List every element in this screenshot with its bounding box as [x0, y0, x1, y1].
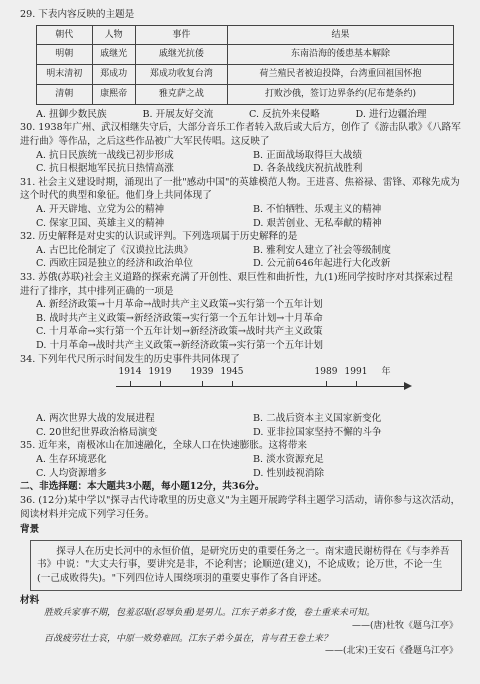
- question-stem: 29. 下表内容反映的主题是: [20, 9, 135, 20]
- table-cell: 郑成功收复台湾: [135, 65, 227, 85]
- table-cell: 康熙帝: [92, 84, 135, 104]
- table-cell: 郑成功: [92, 65, 135, 85]
- timeline-unit: 年: [381, 367, 391, 378]
- question-36: [20, 494, 462, 658]
- table-header: 朝代: [37, 25, 93, 45]
- option-b[interactable]: B. 不怕牺牲、乐观主义的精神: [253, 203, 382, 215]
- poem-citation: ——(北宋)王安石《叠题乌江亭》: [324, 646, 458, 657]
- option-a[interactable]: A. 古巴比伦制定了《汉谟拉比法典》: [36, 244, 193, 256]
- question-33: [20, 271, 462, 353]
- section-heading: 二、非选择题：本大题共3小题，每小题12分，共36分。: [20, 481, 265, 493]
- timeline-tick: [130, 381, 131, 387]
- background-heading: 背景: [20, 524, 40, 536]
- options: [20, 298, 462, 352]
- table-cell: 明末清初: [37, 65, 93, 85]
- option-a[interactable]: A. 开天辟地、立党为公的精神: [36, 203, 165, 215]
- table-cell: 雅克萨之战: [135, 84, 227, 104]
- option-a[interactable]: A. 新经济政策→十月革命→战时共产主义政策→实行第一个五年计划: [36, 299, 323, 311]
- timeline-year: 1914: [118, 367, 142, 378]
- timeline-year: 1939: [190, 367, 214, 378]
- table-cell: 明朝: [37, 45, 93, 65]
- options: [20, 244, 462, 271]
- question-29: [20, 8, 462, 121]
- question-stem: 35. 近年来，南极冰山在加速融化，全球人口在快速膨胀。这将带来: [20, 440, 307, 452]
- option-d[interactable]: D. 性别歧视消除: [253, 467, 325, 479]
- timeline-arrow-icon: [404, 382, 412, 390]
- option-d[interactable]: D. 艰苦创业、无私奉献的精神: [253, 217, 382, 229]
- option-b[interactable]: B. 淡水资源充足: [253, 454, 324, 466]
- options: [20, 108, 462, 122]
- poem-citation: ——(唐)杜牧《题乌江亭》: [351, 620, 458, 631]
- question-stem: 36. (12分)某中学以"探寻古代诗歌里的历史意义"为主题开展跨学科主题学习活动，请你参与这次活动，阅读材料并完成下列学习任务。: [20, 494, 461, 520]
- table-cell: 清朝: [37, 84, 93, 104]
- question-34: [20, 353, 462, 440]
- table-header-row: [37, 25, 454, 45]
- option-a[interactable]: A. 扭御少数民族: [36, 108, 107, 120]
- option-c[interactable]: C. 人均资源增多: [36, 467, 107, 479]
- option-c[interactable]: C. 西欧庄园是独立的经济和政治单位: [36, 258, 194, 270]
- timeline-year: 1991: [344, 367, 368, 378]
- question-30: [20, 121, 462, 175]
- table-cell: 戚继光: [92, 45, 135, 65]
- poem-text: 百战疲劳壮士哀，中原一败势难回。江东子弟今虽在，肯与君王卷土来？: [44, 633, 333, 644]
- table-cell: 东南沿海的倭患基本解除: [227, 45, 453, 65]
- question-32: [20, 230, 462, 271]
- option-a[interactable]: A. 抗日民族统一战线已初步形成: [36, 149, 174, 161]
- option-c[interactable]: C. 抗日根据地军民抗日热情高涨: [36, 163, 174, 175]
- table-cell: 打败沙俄，签订边界条约(尼布楚条约): [227, 84, 453, 104]
- option-c[interactable]: C. 保家卫国、英雄主义的精神: [36, 217, 165, 229]
- table-header: 人物: [92, 25, 135, 45]
- table-row: [37, 84, 454, 104]
- question-35: [20, 439, 462, 480]
- timeline-year: 1919: [148, 367, 172, 378]
- options: [20, 203, 462, 230]
- table-row: [37, 45, 454, 65]
- timeline-tick: [202, 381, 203, 387]
- table-header: 结果: [227, 25, 453, 45]
- table-cell: 荷兰殖民者被迫投降，台湾重回祖国怀抱: [227, 65, 453, 85]
- table-row: [37, 65, 454, 85]
- option-d[interactable]: D. 各条战线庆祝抗战胜利: [253, 163, 363, 175]
- option-b[interactable]: B. 战时共产主义政策→新经济政策→实行第一个五年计划→十月革命: [36, 312, 323, 324]
- question-stem: 30. 1938年广州、武汉相继失守后，大部分音乐工作者转入敌后或大后方，创作了《游击队歌》《八路军进行曲》等作品，之后这些作品被广大军民传唱。这反映了: [20, 122, 461, 147]
- timeline-tick: [356, 381, 357, 387]
- background-box: 探寻人在历史长河中的永恒价值，是研究历史的重要任务之一。南宋遗民谢枋得在《与李养吾书》中说："大丈夫行事，要讲究是非，不论利害；论顺逆(建义)，不论成败；论万世，不论一生(一己成败得失)。"下列四位诗人围绕项羽的重要史事作了各自评述。: [30, 540, 462, 591]
- timeline-tick: [160, 381, 161, 387]
- option-a[interactable]: A. 生存环境恶化: [36, 454, 107, 466]
- timeline-year: 1989: [314, 367, 338, 378]
- timeline-tick: [326, 381, 327, 387]
- option-d[interactable]: D. 公元前646年起进行大化改新: [253, 258, 391, 270]
- table-header: 事件: [135, 25, 227, 45]
- question-stem: 32. 历史解释是对史实的认识或评判。下列选项属于历史解释的是: [20, 231, 298, 243]
- option-c[interactable]: C. 反抗外来侵略: [249, 108, 320, 120]
- option-b[interactable]: B. 正面战场取得巨大战绩: [253, 149, 363, 161]
- option-d[interactable]: D. 十月革命→战时共产主义政策→新经济政策→实行第一个五年计划: [36, 340, 324, 352]
- option-c[interactable]: C. 20世纪世界政治格局演变: [36, 426, 158, 438]
- option-a[interactable]: A. 两次世界大战的发展进程: [36, 413, 155, 425]
- option-b[interactable]: B. 雅利安人建立了社会等级制度: [253, 244, 391, 256]
- timeline-year: 1945: [220, 367, 244, 378]
- option-d[interactable]: D. 进行边疆治理: [355, 108, 427, 120]
- options: [20, 149, 462, 176]
- material-heading: 材料: [20, 594, 40, 606]
- options: [20, 453, 462, 480]
- question-31: [20, 176, 462, 230]
- option-c[interactable]: C. 十月革命→实行第一个五年计划→新经济政策→战时共产主义政策: [36, 326, 323, 338]
- options: [20, 412, 462, 439]
- question-stem: 31. 社会主义建设时期，涌现出了一批"感动中国"的英雄模范人物。王进喜、焦裕禄、雷锋、邓稼先成为这个时代的典型和象征。他们身上共同体现了: [20, 176, 460, 202]
- option-b[interactable]: B. 开展友好交流: [142, 108, 214, 120]
- timeline-tick: [232, 381, 233, 387]
- option-b[interactable]: B. 二战后资本主义国家新变化: [253, 413, 382, 425]
- q29-table: [36, 25, 454, 105]
- table-cell: 戚继光抗倭: [135, 45, 227, 65]
- poem-text: 胜败兵家事不期，包羞忍耻(忍辱负重)是男儿。江东子弟多才俊，卷土重来未可知。: [44, 608, 376, 619]
- question-stem: 33. 苏俄(苏联)社会主义道路的探索充满了开创性、艰巨性和曲折性，九(1)班同学按时序对其探索过程进行了排序，其中排列正确的一项是: [20, 271, 453, 297]
- question-stem: 34. 下列年代尺所示时间发生的历史事件共同体现了: [20, 353, 240, 365]
- timeline: [116, 366, 416, 412]
- option-d[interactable]: D. 亚非拉国家坚持不懈的斗争: [253, 426, 382, 438]
